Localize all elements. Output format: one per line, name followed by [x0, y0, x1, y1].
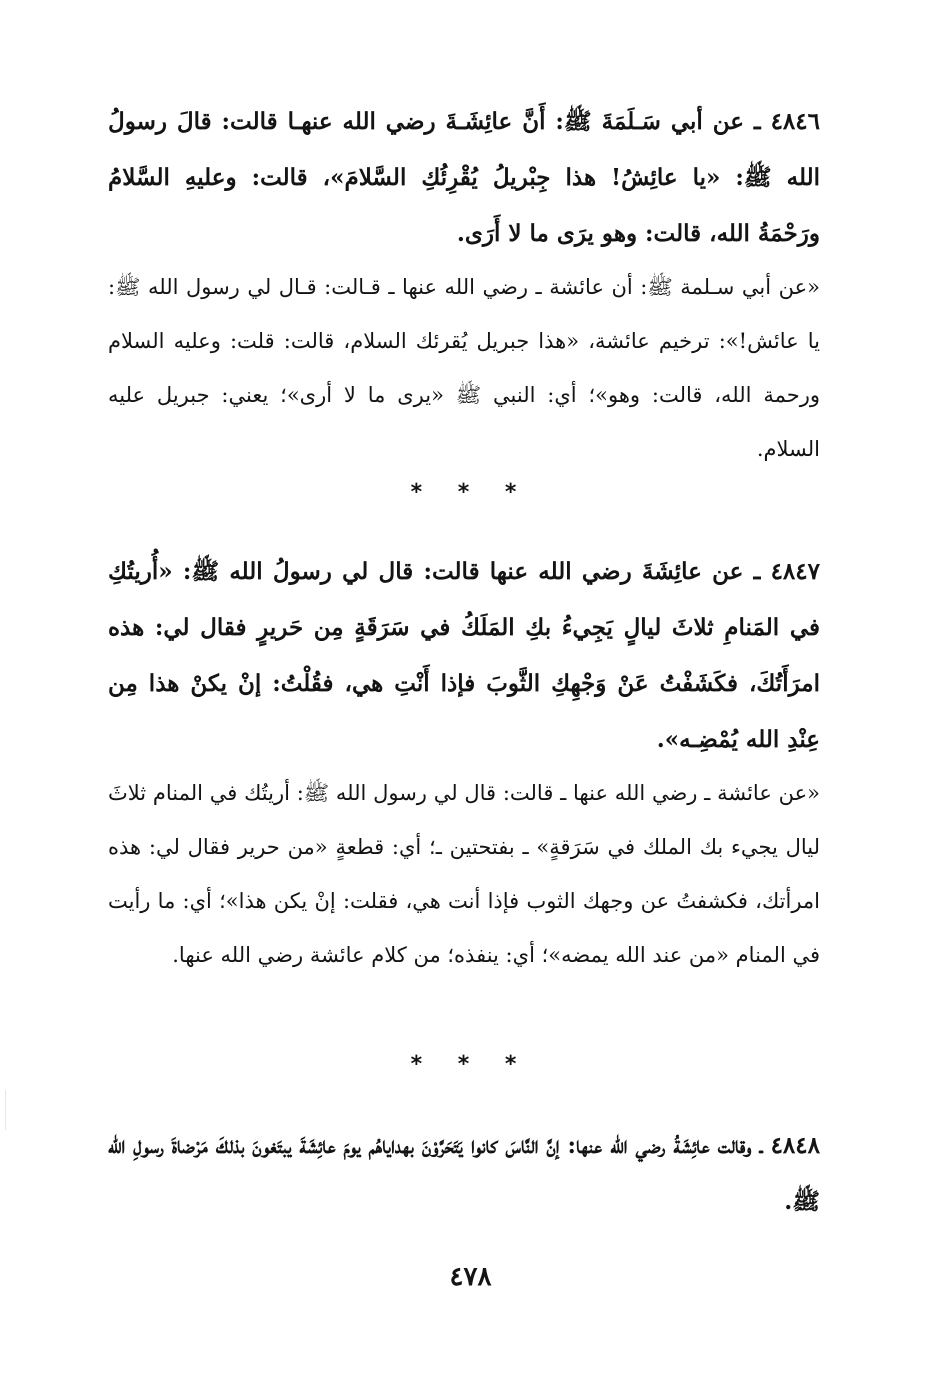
page-number: ٤٧٨	[449, 1262, 492, 1292]
hadith-4846-text: ٤٨٤٦ ـ عن أبي سَـلَمَةَ ﷺ: أَنَّ عائِشَـةَ رضي الله عنهـا قالت: قالَ رسولُ الله ﷺ: «يا عائِشُ! هذا جِبْريلُ يُقْرِئُكِ السَّلامَ»، قالت: وعليهِ السَّلامُ ورَحْمَةُ الله، قالت: وهو يرَى ما لا أَرَى.	[108, 108, 820, 247]
commentary-4846-text: «عن أبي سـلمة ﷺ: أن عائشة ـ رضي الله عنها ـ قـالت: قـال لي رسول الله ﷺ: يا عائش!»: ترخيم عائشة، «هذا جبريل يُقرئك السلام، قالت: قلت: وعليه السلام ورحمة الله، قالت: وهو»؛ أي: النبي ﷺ «يرى ما لا أرى»؛ يعني: جبريل عليه السلام.	[108, 275, 820, 461]
section-separator-2: * * *	[410, 1052, 531, 1077]
commentary-4847-text: «عن عائشة ـ رضي الله عنها ـ قالت: قال لي رسول الله ﷺ: أريتُك في المنام ثلاثَ ليال يجيء بك الملك في سَرَقةٍ» ـ بفتحتين ـ؛ أي: قطعةٍ «من حرير فقال لي: هذه امرأتك، فكشفتُ عن وجهك الثوب فإذا أنت هي، فقلت: إنْ يكن هذا»؛ أي: ما رأيت في المنام «من عند الله يمضه»؛ أي: ينفذه؛ من كلام عائشة رضي الله عنها.	[108, 781, 820, 967]
hadith-4848-text: ٤٨٤٨ ـ وقالت عائِشَةُ رضي الله عنها: إنَّ النَّاسَ كانوا يَتَحَرَّوْنَ بهداياهُم يومَ عائِشَةَ يبتَغونَ بذلكَ مَرْضاةَ رسولِ الله ﷺ.	[108, 1132, 820, 1215]
hadith-4847-text: ٤٨٤٧ ـ عن عائِشَةَ رضي الله عنها قالت: قال لي رسولُ الله ﷺ: «أُريتُكِ في المَنامِ ثلاثَ ليالٍ يَجِيءُ بكِ المَلَكُ في سَرَقَةٍ مِن حَريرٍ فقال لي: هذه امرَأَتُكَ، فكَشَفْتُ عَنْ وَجْهِكِ الثَّوبَ فإذا أَنْتِ هي، فقُلْتُ: إنْ يكنْ هذا مِن عِنْدِ الله يُمْضِـه».	[108, 558, 820, 753]
section-separator-1: * * *	[410, 480, 531, 505]
scan-margin-mark	[5, 1090, 6, 1130]
